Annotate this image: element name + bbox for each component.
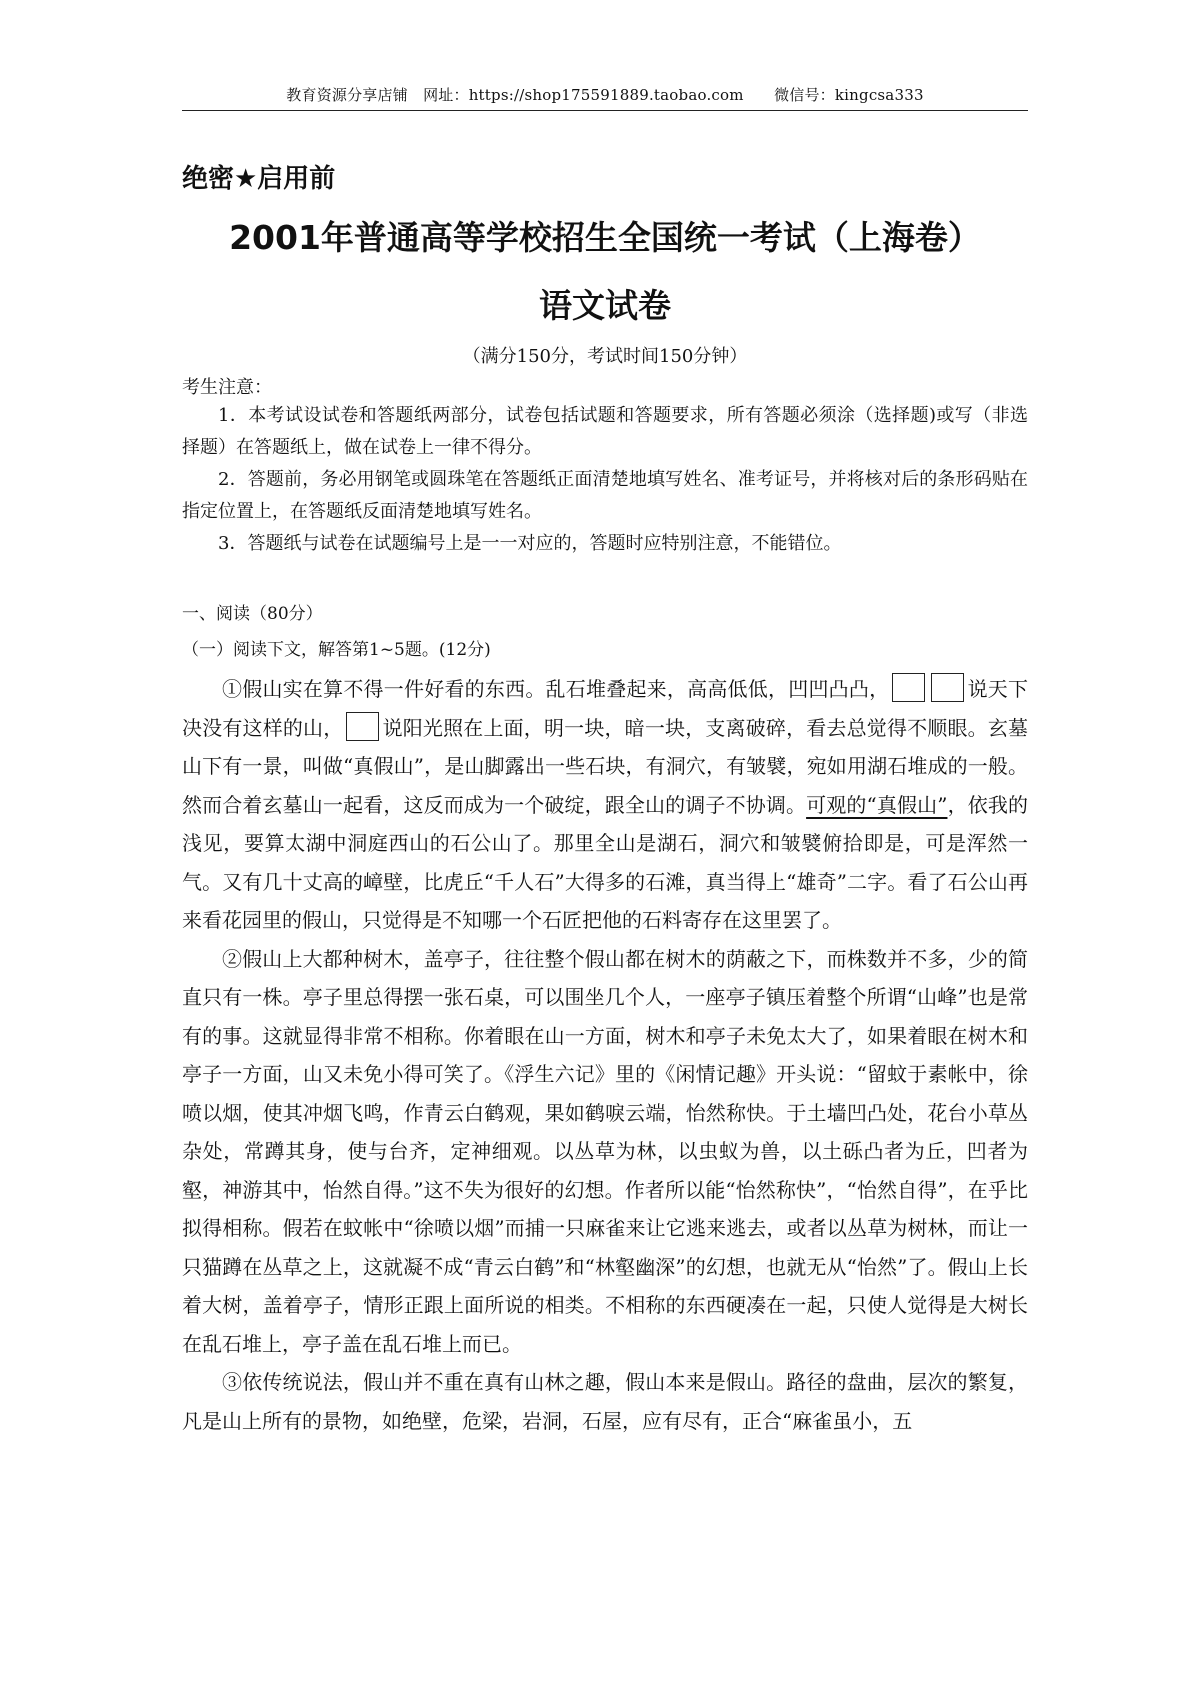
passage-paragraph-3: ③依传统说法，假山并不重在真有山林之趣，假山本来是假山。路径的盘曲，层次的繁复，凡是山上所有的景物，如绝壁，危梁，岩洞，石屋，应有尽有，正合“麻雀虽小，五 [182,1370,1028,1433]
passage-p1-part-c: 说阳光照在上面，明一块，暗一块，支离破碎，看去总觉得不顺眼。玄墓山下有一景，叫做“真假山”，是山脚露出一些石块，有洞穴，有皱襞，宛如用湖石堆成的一般。然而合着玄墓山一起看，这反而成为一个破绽，跟全山的调子不协调。 [182,715,1029,817]
passage-p1-part-b: 说天下决没有这样的山， [182,677,1029,740]
notice-list [182,400,1028,560]
answer-blank-3 [346,712,379,741]
part-heading: （一）阅读下文，解答第1~5题。(12分) [182,640,491,660]
notice-item-1: 1．本考试设试卷和答题纸两部分，试卷包括试题和答题要求，所有答题必须涂（选择题)或写（非选择题）在答题纸上，做在试卷上一律不得分。 [182,405,1028,458]
score-note: （满分150分，考试时间150分钟） [462,346,748,367]
underlined-phrase: 可观的“真假山” [806,792,948,817]
exam-subtitle: 语文试卷 [539,286,671,325]
notice-item-3: 3．答题纸与试卷在试题编号上是一一对应的，答题时应特别注意，不能错位。 [218,533,842,554]
answer-blank-1 [892,673,925,702]
page-header: 教育资源分享店铺 网址：https://shop175591889.taobao.com 微信号：kingcsa333 [286,86,924,104]
answer-blank-2 [931,673,964,702]
classified-label: 绝密★启用前 [182,164,336,194]
reading-passage [182,670,1028,1440]
passage-p1-part-d: ，依我的浅见，要算太湖中洞庭西山的石公山了。那里全山是湖石，洞穴和皱襞俯拾即是，可是浑然一气。又有几十丈高的嶂壁，比虎丘“千人石”大得多的石滩，真当得上“雄奇”二字。看了石公山再来看花园里的假山，只觉得是不知哪一个石匠把他的石料寄存在这里罢了。 [182,792,1028,932]
passage-paragraph-2: ②假山上大都种树木，盖亭子，往往整个假山都在树木的荫蔽之下，而株数并不多，少的简直只有一株。亭子里总得摆一张石桌，可以围坐几个人，一座亭子镇压着整个所谓“山峰”也是常有的事。这就显得非常不相称。你着眼在山一方面，树木和亭子未免太大了，如果着眼在树木和亭子一方面，山又未免小得可笑了。《浮生六记》里的《闲情记趣》开头说：“留蚊于素帐中，徐喷以烟，使其冲烟飞鸣，作青云白鹤观，果如鹤唳云端，怡然称快。于土墙凹凸处，花台小草丛杂处，常蹲其身，使与台齐，定神细观。以丛草为林，以虫蚁为兽，以土砾凸者为丘，凹者为壑，神游其中，怡然自得。”这不失为很好的幻想。作者所以能“怡然称快”，“怡然自得”，在乎比拟得相称。假若在蚊帐中“徐喷以烟”而捕一只麻雀来让它逃来逃去，或者以丛草为树林，而让一只猫蹲在丛草之上，这就凝不成“青云白鹤”和“林壑幽深”的幻想，也就无从“怡然”了。假山上长着大树，盖着亭子，情形正跟上面所说的相类。不相称的东西硬凑在一起，只使人觉得是大树长在乱石堆上，亭子盖在乱石堆上而已。 [182,946,1028,1356]
notice-item-2: 2．答题前，务必用钢笔或圆珠笔在答题纸正面清楚地填写姓名、准考证号，并将核对后的条形码贴在指定位置上，在答题纸反面清楚地填写姓名。 [182,469,1028,522]
passage-p1-part-a: ①假山实在算不得一件好看的东西。乱石堆叠起来，高高低低，凹凹凸凸， [222,677,890,701]
notice-label: 考生注意： [182,377,272,398]
section-heading: 一、阅读（80分） [182,604,323,624]
passage-paragraph-1 [182,670,1028,940]
header-rule [182,110,1028,111]
exam-title: 2001年普通高等学校招生全国统一考试（上海卷） [229,218,981,257]
